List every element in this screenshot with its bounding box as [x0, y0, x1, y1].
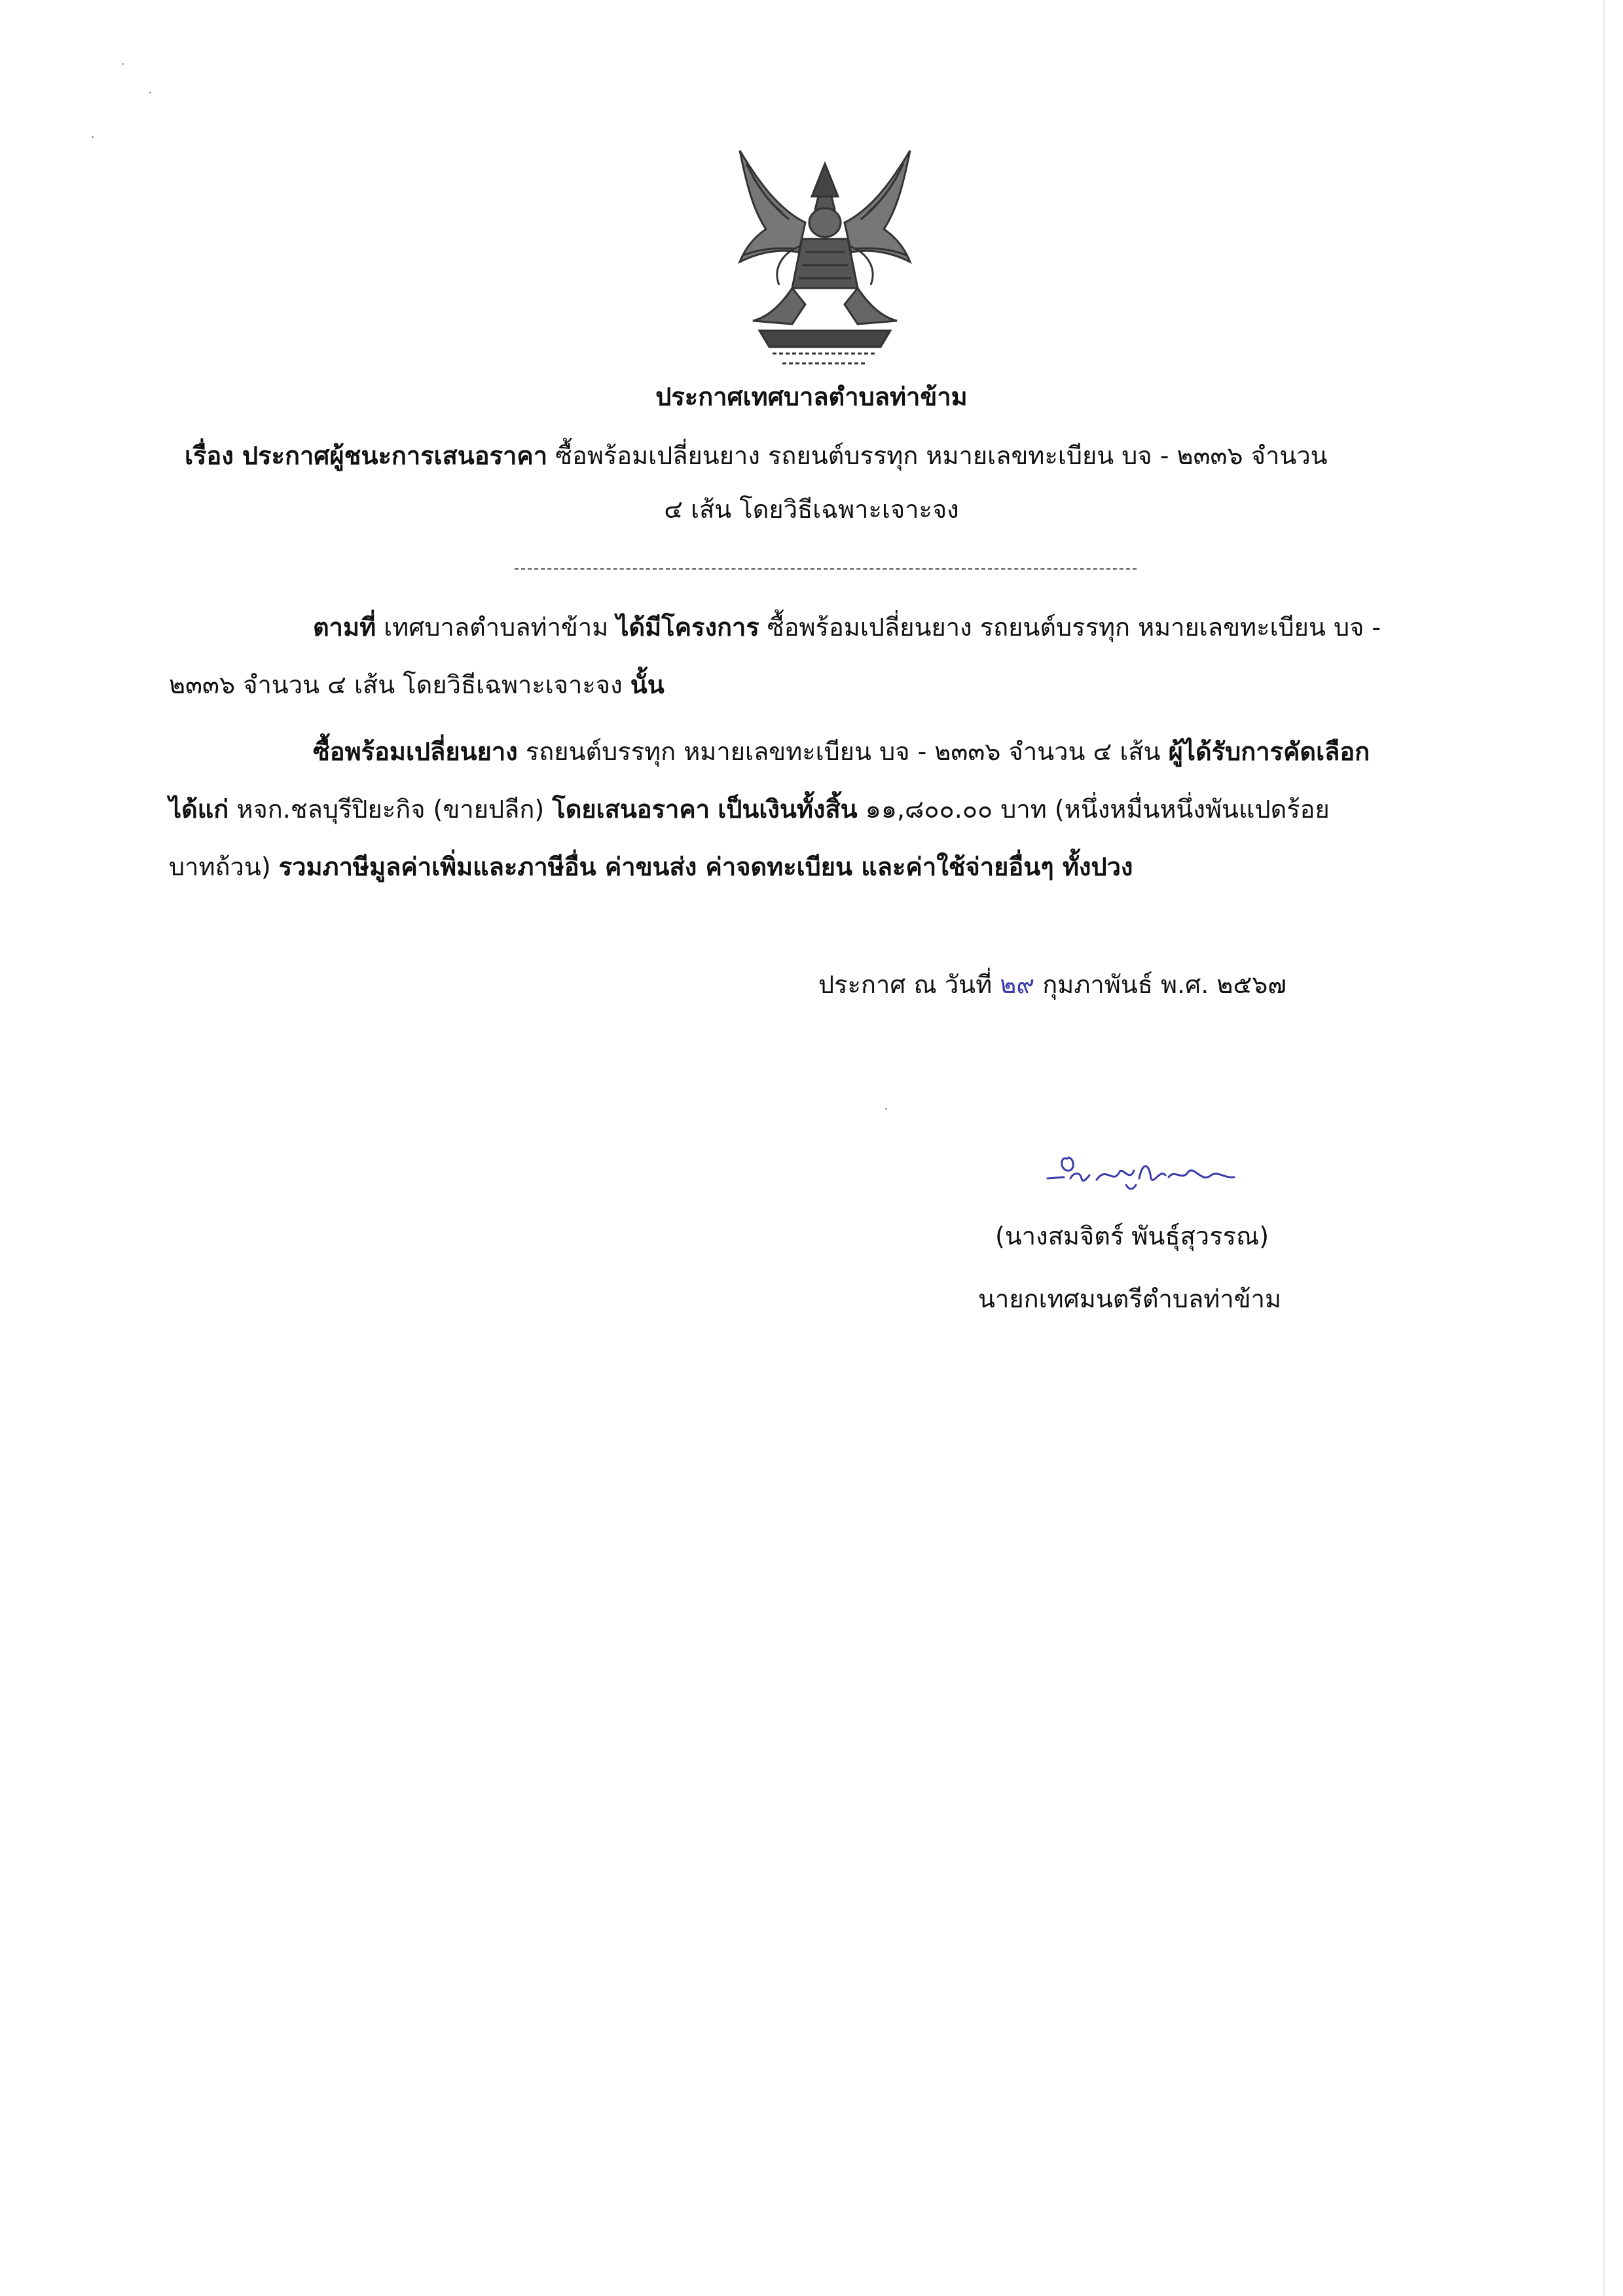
p2-offer-label: โดยเสนอราคา: [552, 795, 710, 824]
paragraph-2-line-3: [169, 848, 1133, 885]
scan-speck: [149, 92, 151, 94]
scan-speck: [92, 136, 94, 138]
paragraph-2-line-1: [313, 733, 1370, 770]
garuda-emblem: [720, 137, 930, 373]
p1-project: ซื้อพร้อมเปลี่ยนยาง รถยนต์บรรทุก หมายเลขทะเบียน บจ -: [767, 613, 1381, 642]
date-month-year: กุมภาพันธ์ พ.ศ. ๒๕๖๗: [1042, 970, 1286, 999]
organization-title: ประกาศเทศบาลตำบลท่าข้าม: [655, 382, 968, 411]
p2-total-label: เป็นเงินทั้งสิ้น: [718, 795, 858, 824]
separator-line: [515, 568, 1137, 570]
p1-project-cont: ๒๓๓๖ จำนวน ๔ เส้น โดยวิธีเฉพาะเจาะจง: [169, 670, 623, 699]
p1-org: เทศบาลตำบลท่าข้าม: [384, 613, 609, 642]
p1-end: นั้น: [630, 670, 665, 699]
p2-winner-label: ได้แก่: [169, 795, 229, 824]
date-day: ๒๙: [1000, 970, 1035, 999]
scan-speck: [122, 63, 124, 65]
p1-project-label: ได้มีโครงการ: [616, 613, 759, 642]
subject-text: ซื้อพร้อมเปลี่ยนยาง รถยนต์บรรทุก หมายเลขทะเบียน บจ - ๒๓๓๖ จำนวน: [555, 441, 1328, 470]
scan-edge: [1603, 0, 1605, 2296]
subject-label: เรื่อง ประกาศผู้ชนะการเสนอราคา: [185, 441, 548, 470]
p1-lead: ตามที่: [313, 613, 376, 642]
handwritten-signature: [1034, 1139, 1250, 1205]
signatory-name: (นางสมจิตร์ พันธุ์สุวรรณ): [995, 1222, 1269, 1250]
scan-speck: [885, 1108, 887, 1110]
p2-terms: รวมภาษีมูลค่าเพิ่มและภาษีอื่น ค่าขนส่ง ค่าจดทะเบียน และค่าใช้จ่ายอื่นๆ ทั้งปวง: [278, 852, 1133, 881]
p2-item-rest: รถยนต์บรรทุก หมายเลขทะเบียน บจ - ๒๓๓๖ จำนวน ๔ เส้น: [525, 737, 1161, 766]
p2-winner: หจก.ชลบุรีปิยะกิจ (ขายปลีก): [236, 795, 545, 824]
subject-continuation: ๔ เส้น โดยวิธีเฉพาะเจาะจง: [664, 495, 959, 524]
paragraph-2-line-2: [169, 791, 1330, 828]
p2-item: ซื้อพร้อมเปลี่ยนยาง: [313, 737, 518, 766]
subject-line: [185, 437, 1328, 474]
p2-selected: ผู้ได้รับการคัดเลือก: [1168, 737, 1370, 766]
p2-amount-cont: บาทถ้วน): [169, 852, 271, 881]
p2-amount: ๑๑,๘๐๐.๐๐ บาท (หนึ่งหมื่นหนึ่งพันแปดร้อย: [865, 795, 1330, 824]
signatory-position: นายกเทศมนตรีตำบลท่าข้าม: [978, 1285, 1282, 1313]
paragraph-1-line-1: [313, 609, 1381, 646]
paragraph-1-line-2: [169, 666, 665, 703]
announcement-date: [818, 966, 1286, 1003]
date-label: ประกาศ ณ วันที่: [818, 970, 993, 999]
